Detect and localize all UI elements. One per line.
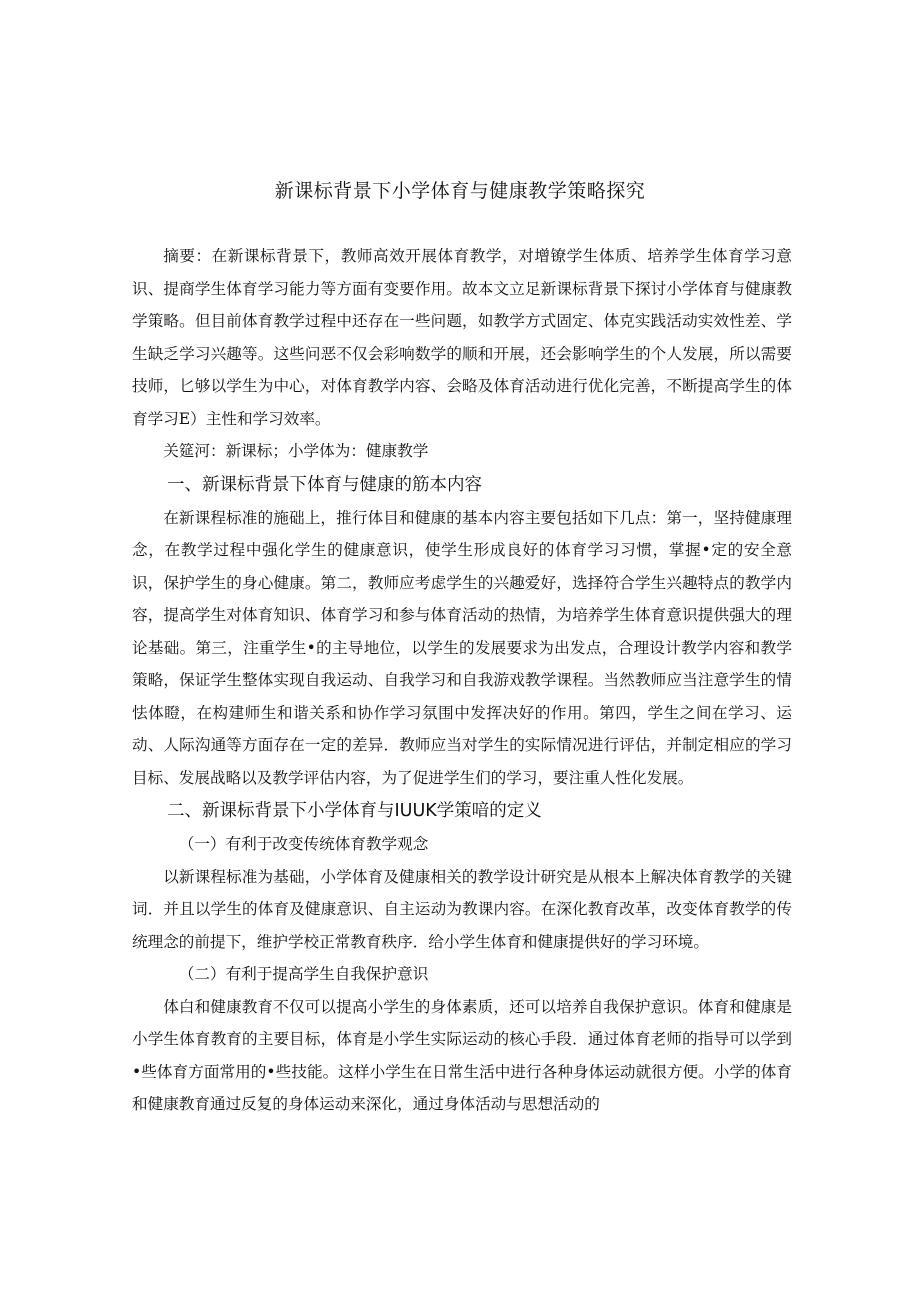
section2-heading: 二、新课标背景下小学体育与IUUK学策喑的定义 (167, 801, 542, 821)
keywords-line: 关筵河：新课标；小学体为：健康教学 (163, 442, 429, 460)
subsection1-heading: （一）有利于改变传统体育教学观念 (178, 835, 429, 853)
abstract-paragraph: 摘要：在新课标背景下，教师高效开展体育教学，对增镣学生体质、培养学生体育学习意识、提商学生体育学习能力等方面有变要作用。故本文立足新课标背景下探讨小学体育与健康教学策略。但目前体育教学过程中还存在一些问题，如教学方式固定、体克实践活动实效性差、学生缺乏学习兴趣等。这些问恶不仅会彩响数学的顺和开展，还会影响学生的个人发展，所以需要技师，匕够以学生为中心，对体育教学内容、会略及体育活动进行优化完善，不断提高学生的体育学习E）主性和学习效率。 (132, 247, 792, 428)
document-body (132, 240, 792, 1121)
document-title: 新课标背景下小学体育与健康教学策略探究 (274, 180, 646, 202)
subsection1-paragraph: 以新课程标准为基础，小学体育及健康相关的教学设计研究是从根本上解决体育教学的关键词．并且以学生的体育及健康意识、自主运动为教课内容。在深化教育改革，改变体育教学的传统理念的前提下，维护学校正常教育秩序．给小学生体育和健康提供好的学习环境。 (132, 867, 792, 951)
section1-paragraph: 在新课程标准的施础上，推行体目和健康的基本内容主要包括如下几点：第一，坚持健康理念，在教学过程中强化学生的健康意识，使学生形成良好的体育学习习惯，掌握•定的安全意识，保护学生的身心健康。第二，教师应考虑学生的兴趣爱好，选择符合学生兴趣特点的教学内容，提高学生对体育知识、体育学习和参与体育活动的热情，为培养学生体育意识提供强大的理论基础。第三，注重学生•的主导地位，以学生的发展要求为出发点，合理设计教学内容和教学策略，保证学生整体实现自我运动、自我学习和自我游戏教学课程。当然教师应当注意学生的情怯体瞪，在构建师生和谐关系和协作学习氛围中发挥决好的作用。第四，学生之间在学习、运动、人际沟通等方面存在一定的差异．教师应当对学生的实际情况进行评估，并制定相应的学习目标、发展战略以及教学评估内容，为了促进学生们的学习，要注重人性化发展。 (132, 508, 792, 787)
subsection2-heading: （二）有利于提高学生自我保护意识 (178, 965, 429, 983)
section1-heading: 一、新课标背景下体育与健康的筋本内容 (167, 474, 482, 495)
subsection2-paragraph: 体白和健康教育不仅可以提高小学生的身体素质，还可以培养自我保护意识。体育和健康是小学生体育教育的主要目标，体育是小学生实际运动的核心手段．通过体育老师的指导可以学到•些体育方面常用的•些技能。这样小学生在日常生活中进行各种身体运动就很方便。小学的体育和健康教育通过反复的身体运动来深化，通过身体活动与思想活动的 (132, 997, 792, 1113)
